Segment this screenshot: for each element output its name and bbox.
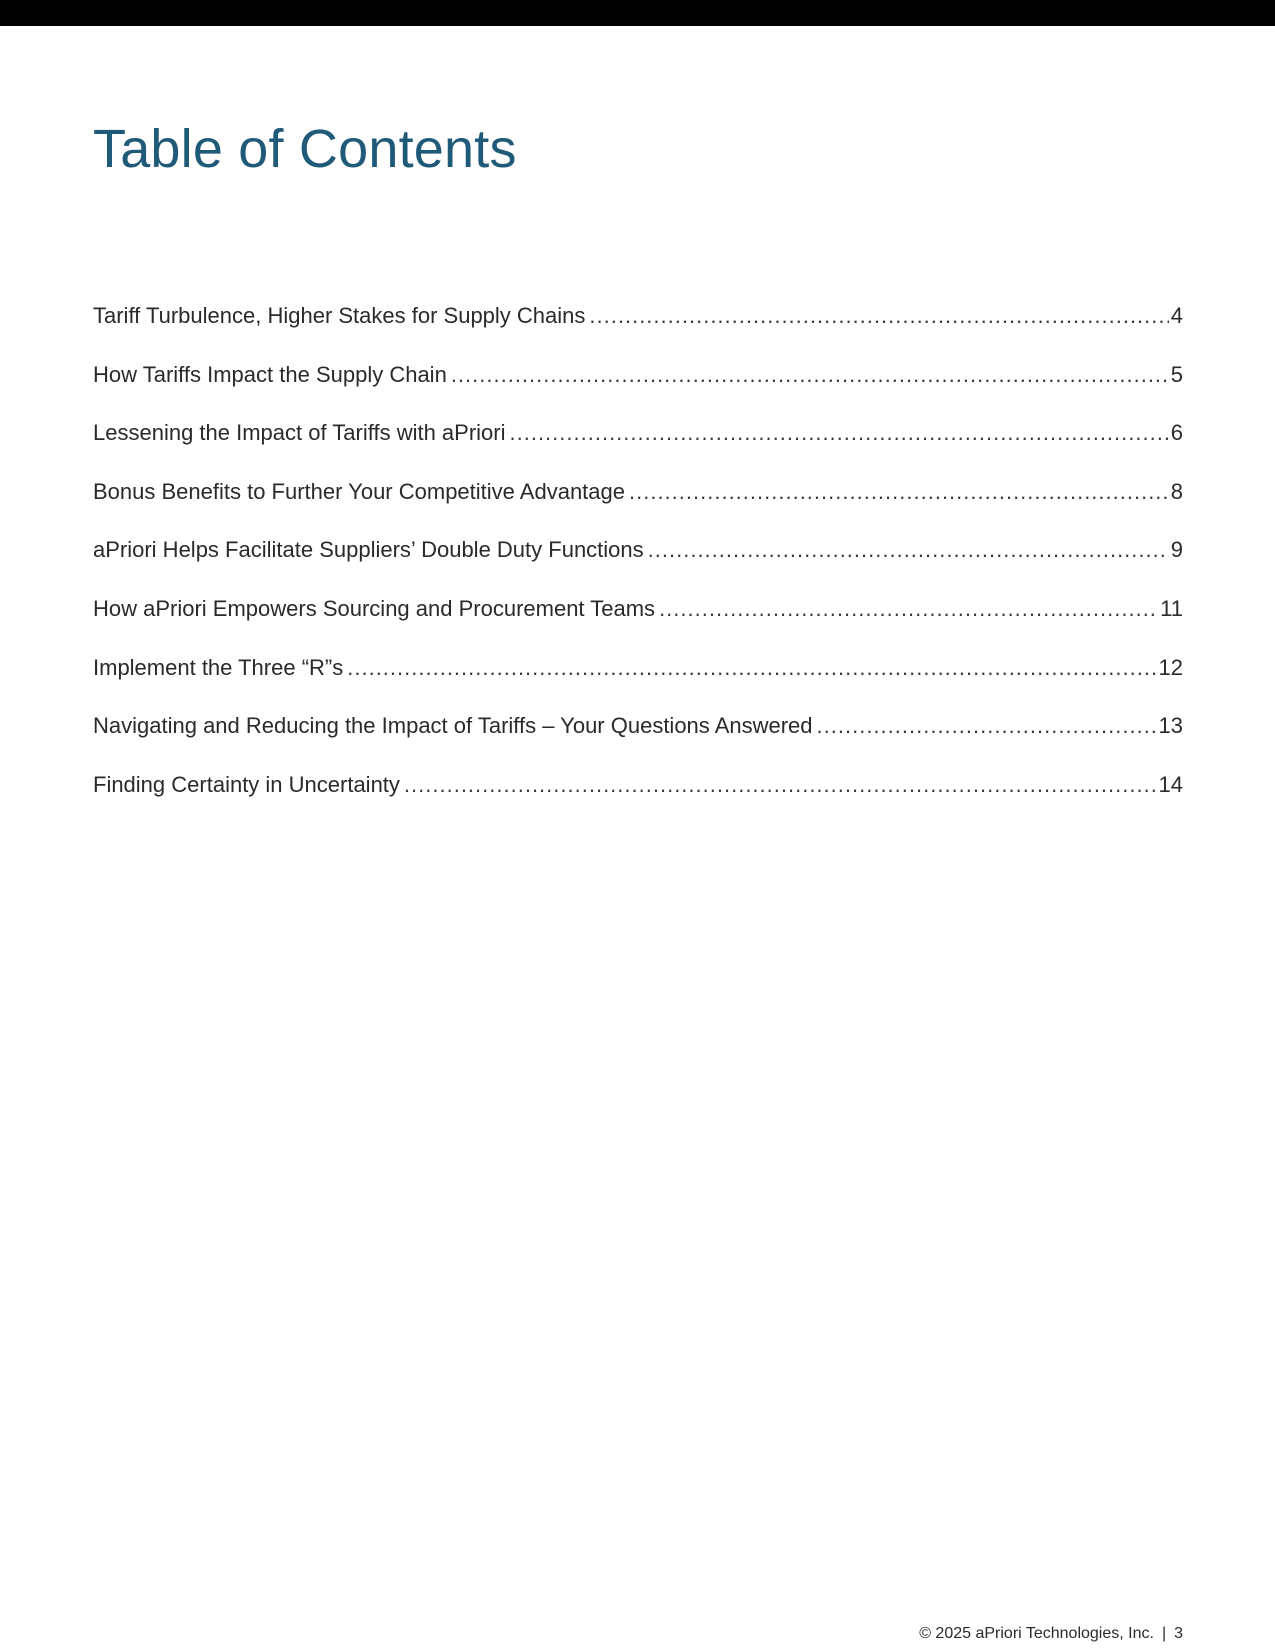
toc-dot-leader xyxy=(629,474,1169,510)
toc-entry-page: 4 xyxy=(1170,303,1183,328)
toc-entry-page: 14 xyxy=(1158,771,1183,797)
page-title: Table of Contents xyxy=(93,119,517,179)
toc-dot-leader xyxy=(589,298,1168,334)
page-footer xyxy=(919,1625,1183,1643)
toc-entry-label: How aPriori Empowers Sourcing and Procurement Teams xyxy=(93,595,656,621)
toc-entry-label: Bonus Benefits to Further Your Competitive Advantage xyxy=(93,478,625,504)
top-bar xyxy=(0,0,1275,26)
toc-entry[interactable] xyxy=(93,767,1183,826)
toc-dot-leader xyxy=(451,357,1169,393)
toc-entry[interactable] xyxy=(93,532,1183,591)
footer-separator: | xyxy=(1161,1625,1167,1642)
toc-entry-page: 11 xyxy=(1160,595,1183,621)
toc-entry-label: aPriori Helps Facilitate Suppliers’ Double Duty Functions xyxy=(93,537,644,563)
toc-dot-leader xyxy=(648,532,1169,568)
toc-entry[interactable] xyxy=(93,415,1183,474)
toc-entry[interactable] xyxy=(93,591,1183,650)
toc-entry[interactable] xyxy=(93,357,1183,416)
toc-entry[interactable] xyxy=(93,650,1183,709)
toc-dot-leader xyxy=(404,767,1157,803)
toc-entry[interactable] xyxy=(93,298,1183,357)
toc-entry-label: Finding Certainty in Uncertainty xyxy=(93,771,400,797)
toc-entry-page: 5 xyxy=(1170,361,1183,387)
toc-dot-leader xyxy=(817,708,1157,744)
toc-entry[interactable] xyxy=(93,708,1183,767)
table-of-contents xyxy=(93,298,1183,825)
toc-entry-label: Implement the Three “R”s xyxy=(93,654,344,680)
toc-entry-page: 12 xyxy=(1158,654,1183,680)
toc-entry-label: How Tariffs Impact the Supply Chain xyxy=(93,361,447,387)
toc-dot-leader xyxy=(347,650,1156,686)
copyright-text: © 2025 aPriori Technologies, Inc. xyxy=(919,1625,1154,1642)
toc-entry-label: Tariff Turbulence, Higher Stakes for Supply Chains xyxy=(93,303,586,328)
toc-entry-page: 8 xyxy=(1170,478,1183,504)
toc-entry-label: Navigating and Reducing the Impact of Tariffs – Your Questions Answered xyxy=(93,713,813,739)
toc-entry-page: 13 xyxy=(1158,713,1183,739)
toc-entry-label: Lessening the Impact of Tariffs with aPriori xyxy=(93,420,506,446)
toc-dot-leader xyxy=(659,591,1158,627)
page-number: 3 xyxy=(1174,1625,1183,1642)
toc-entry[interactable] xyxy=(93,474,1183,533)
toc-dot-leader xyxy=(510,415,1169,451)
toc-entry-page: 9 xyxy=(1170,537,1183,563)
toc-entry-page: 6 xyxy=(1170,420,1183,446)
